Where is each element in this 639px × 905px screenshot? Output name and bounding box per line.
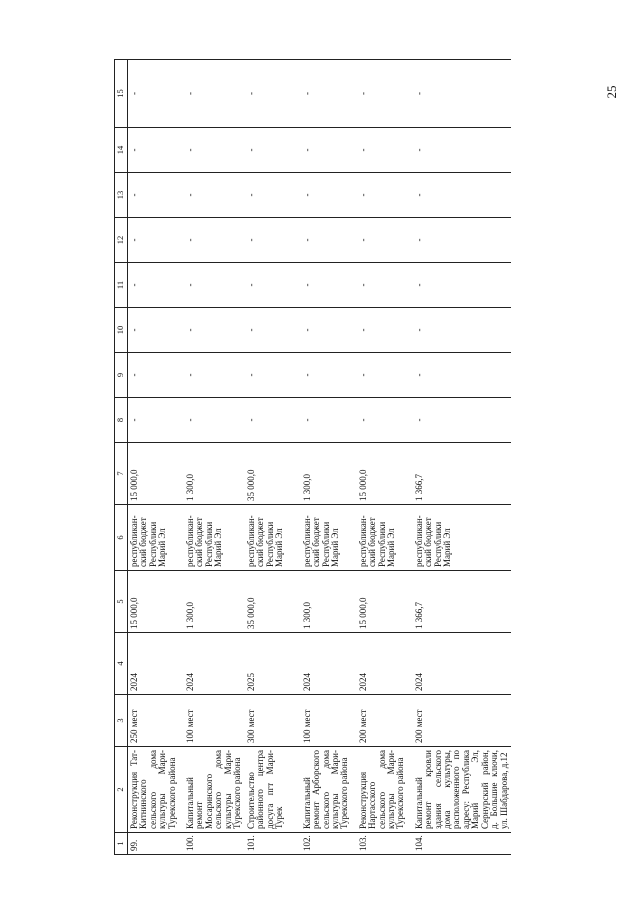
dash-cell: - [413, 218, 511, 263]
dash-cell: - [357, 353, 413, 398]
table-row [357, 60, 413, 855]
capacity: 200 мест [413, 695, 511, 747]
header-cell: 7 [115, 443, 128, 505]
dash-cell: - [413, 263, 511, 308]
total-amount: 15 000,0 [357, 571, 413, 633]
page-number: 25 [604, 85, 619, 99]
source-amount: 1 300,0 [301, 443, 357, 505]
dash-cell: - [128, 128, 185, 173]
dash-cell: - [184, 263, 245, 308]
capacity: 300 мест [245, 695, 301, 747]
capacity: 200 мест [357, 695, 413, 747]
funding-source: республикан-ский бюджет Республики Марий Эл [128, 505, 185, 571]
table-row [128, 60, 185, 855]
source-amount: 1 366,7 [413, 443, 511, 505]
funding-source: республикан-ский бюджет Республики Марий Эл [413, 505, 511, 571]
dash-cell: - [357, 398, 413, 443]
dash-cell: - [301, 353, 357, 398]
row-number: 100. [184, 833, 245, 855]
capacity: 250 мест [128, 695, 185, 747]
header-cell: 10 [115, 308, 128, 353]
object-name: Реконструкция Нартасского сельского дома культуры Мари-Турекского района [357, 747, 413, 833]
dash-cell: - [184, 60, 245, 128]
row-number: 101. [245, 833, 301, 855]
dash-cell: - [184, 173, 245, 218]
dash-cell: - [357, 173, 413, 218]
dash-cell: - [128, 218, 185, 263]
dash-cell: - [357, 218, 413, 263]
dash-cell: - [301, 60, 357, 128]
dash-cell: - [245, 398, 301, 443]
table-row [184, 60, 245, 855]
header-cell: 5 [115, 571, 128, 633]
header-cell: 13 [115, 173, 128, 218]
program-table [114, 59, 511, 855]
year: 2025 [245, 633, 301, 695]
dash-cell: - [128, 398, 185, 443]
dash-cell: - [301, 173, 357, 218]
header-cell: 11 [115, 263, 128, 308]
header-cell: 8 [115, 398, 128, 443]
dash-cell: - [184, 218, 245, 263]
dash-cell: - [245, 128, 301, 173]
dash-cell: - [184, 308, 245, 353]
source-amount: 15 000,0 [357, 443, 413, 505]
source-amount: 35 000,0 [245, 443, 301, 505]
dash-cell: - [357, 128, 413, 173]
row-number: 99. [128, 833, 185, 855]
dash-cell: - [301, 308, 357, 353]
table-row [245, 60, 301, 855]
table-row [301, 60, 357, 855]
year: 2024 [413, 633, 511, 695]
object-name: Капитальный ремонт Арборского сельского дома культуры Мари-Турекского района [301, 747, 357, 833]
dash-cell: - [245, 353, 301, 398]
header-cell: 4 [115, 633, 128, 695]
dash-cell: - [184, 353, 245, 398]
source-amount: 15 000,0 [128, 443, 185, 505]
object-name: Капитальный ремонт кровли здания сельского дома культуры, расположенного по адресу: Республика Марий Эл, Сернурский район, д. Большие ключи, ул. Шабдарова, д.12 [413, 747, 511, 833]
dash-cell: - [245, 308, 301, 353]
source-amount: 1 300,0 [184, 443, 245, 505]
funding-source: республикан-ский бюджет Республики Марий Эл [301, 505, 357, 571]
dash-cell: - [128, 353, 185, 398]
year: 2024 [301, 633, 357, 695]
dash-cell: - [128, 60, 185, 128]
dash-cell: - [245, 263, 301, 308]
dash-cell: - [184, 128, 245, 173]
dash-cell: - [128, 173, 185, 218]
capacity: 100 мест [301, 695, 357, 747]
dash-cell: - [357, 263, 413, 308]
header-cell: 14 [115, 128, 128, 173]
object-name: Строительство районного центра досуга пгт Мари-Турек [245, 747, 301, 833]
total-amount: 15 000,0 [128, 571, 185, 633]
dash-cell: - [413, 308, 511, 353]
funding-source: республикан-ский бюджет Республики Марий Эл [184, 505, 245, 571]
total-amount: 1 300,0 [184, 571, 245, 633]
dash-cell: - [245, 173, 301, 218]
dash-cell: - [413, 128, 511, 173]
dash-cell: - [413, 398, 511, 443]
header-cell: 1 [115, 833, 128, 855]
dash-cell: - [413, 60, 511, 128]
year: 2024 [184, 633, 245, 695]
dash-cell: - [245, 218, 301, 263]
header-cell: 15 [115, 60, 128, 128]
dash-cell: - [301, 263, 357, 308]
dash-cell: - [184, 398, 245, 443]
header-cell: 9 [115, 353, 128, 398]
dash-cell: - [301, 128, 357, 173]
dash-cell: - [413, 353, 511, 398]
dash-cell: - [301, 398, 357, 443]
total-amount: 1 300,0 [301, 571, 357, 633]
row-number: 102. [301, 833, 357, 855]
dash-cell: - [245, 60, 301, 128]
dash-cell: - [413, 173, 511, 218]
dash-cell: - [128, 263, 185, 308]
funding-source: республикан-ский бюджет Республики Марий Эл [357, 505, 413, 571]
year: 2024 [357, 633, 413, 695]
object-name: Реконструкция Тат-Китнинского сельского дома культуры Мари-Турекского района [128, 747, 185, 833]
total-amount: 1 366,7 [413, 571, 511, 633]
row-number: 103. [357, 833, 413, 855]
header-cell: 2 [115, 747, 128, 833]
object-name: Капитальный ремонт Мосаринского сельского дома культуры Мари-Турекского района [184, 747, 245, 833]
row-number: 104. [413, 833, 511, 855]
dash-cell: - [357, 60, 413, 128]
dash-cell: - [301, 218, 357, 263]
funding-source: республикан-ский бюджет Республики Марий Эл [245, 505, 301, 571]
year: 2024 [128, 633, 185, 695]
total-amount: 35 000,0 [245, 571, 301, 633]
header-row [115, 60, 128, 855]
header-cell: 12 [115, 218, 128, 263]
header-cell: 6 [115, 505, 128, 571]
header-cell: 3 [115, 695, 128, 747]
rotated-table-container [114, 60, 624, 855]
dash-cell: - [357, 308, 413, 353]
dash-cell: - [128, 308, 185, 353]
table-row [413, 60, 511, 855]
capacity: 100 мест [184, 695, 245, 747]
